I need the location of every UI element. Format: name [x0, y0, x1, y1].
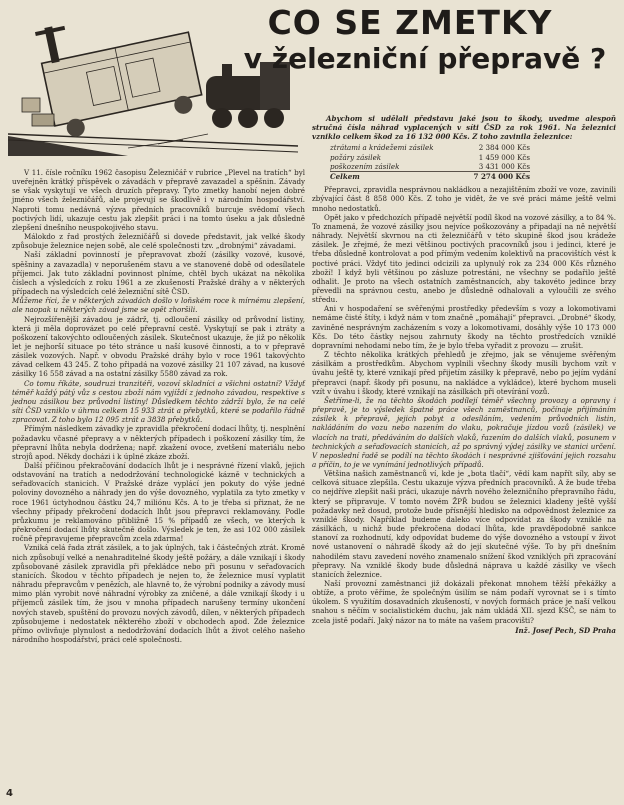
paragraph: Přímým následkem závadky je zpravidla překročení dodací lhůty, tj. nesplnění požadavku včasné přepravy a v některých případech i poškození zásilky tím, že přepravní lhůta nebyla dodržena; např. zkažení ovoce, zvetšení materiálu nebo strojů apod. Někdy docházi i k úplné zkáze zboží.: [12, 424, 305, 461]
paragraph: V 11. čísle ročníku 1962 časopisu Železničář v rubrice „Plevel na tratích“ byl uveřejněn krátký příspěvek o závadách v přepravě zavazadel a spěšnin. Závady se však vyskytují ve všech druzích přepravy. Tyto zmetky hanobí nejen dobré jméno všech železničářů, ale projevují se škodlivě i v národním hospodářství. Naproti tomu nedávná výzva předních pracovníků burcuje svědomí všech poctivých lidí, ukazuje cestu jak zlepšit práci i na tomto úseku a jak důsledně zlepšení dnešního neuspokojivého stavu.: [12, 168, 305, 232]
article-title: [200, 4, 620, 76]
table-value: 1 459 000 Kčs: [478, 152, 530, 162]
right-column: [312, 114, 616, 635]
paragraph-emphasis: Můžeme říci, že v některých závadách došlo v loňském roce k mírnému zlepšení, ale naopak u některých závad jsme se opět zhoršili.: [12, 296, 305, 315]
table-row: [330, 153, 530, 162]
paragraph: Přepravci, zpravidla nesprávnou nakládkou a nezajištěním zboží ve voze, zavinili zbývající část 8 858 000 Kčs. Z toho je vidět, že ve své práci máme ještě velmi mnoho nedostatků.: [312, 185, 616, 213]
table-value: 7 274 000 Kčs: [473, 172, 530, 182]
author-signature: Inž. Josef Pech, SD Praha: [515, 625, 616, 635]
paragraph-emphasis: Co tomu říkáte, soudruzi tranzitéři, vozoví skladníci a všichni ostatní? Vždyť téměř každý pátý vůz s cestou zboží nám vyjíždí z jednoho závadou, respektive s jednou zásilkou bez průvodní listiny! Důsledkem těchto zádrží bylo, že na celé síti ČSD vzniklo v úhrnu celkem 15 933 ztrát a přebytků, které se podařilo řádně zpracovat. Z toho bylo 12 095 ztrát a 3838 přebytků.: [12, 378, 305, 425]
table-label: ztrátami a krádežemi zásilek: [330, 143, 434, 153]
paragraph-emphasis: Šetříme-li, že na těchto škodách podílejí téměř všechny provozy a opravny i přepravě, je to výsledek špatné práce všech zaměstnanců, počínaje přijímáním zásilek k přepravě, jejich pobyt a odesíláním, vedením průvodních listin, nakládáním do vozu nebo nazením do vlaku, pokračuje jízdou vozů (zásilek) ve vlacích na trati, předáváním do dalších vlaků, řazením do dalších vlaků, posunem v technických a seřaďovacích stanicích, až po správný výdej zásilky ve stanici určení. V neposlední řadě se podílí na těchto škodách i nesprávné zjišťování jejich rozsahu a příčin, to je ve vynímání jednotlivých případů.: [312, 395, 616, 469]
paragraph: Ani v hospodaření se svěřenými prostředky především s vozy a lokomotivami nemáme čisté štíty, i když nám v tom značně „pomáhají“ přepravci. „Drobné“ škody, zaviněné nesprávným zacházením s vozy a lokomotivami, dosáhly výše 10 173 000 Kčs. Do této částky nejsou zahrnuty škody na těchto prostředcích vzniklé dopravními nehodami nebo tím, že je bylo třeba vyřadit z provozu — zrušit.: [312, 304, 616, 350]
paragraph: Naší provozní zaměstnanci již dokázali překonat mnohem těžší překážky a obtíže, a proto věříme, že společným úsilím se nám podaří vyrovnat se i s tímto úkolem. S využitím dosavadních zkušeností, v nových formách práce je naší velkou snahou s něčím v socialistickém duchu, jak nám ukládá XII. sjezd KSČ, se nám to zcela jistě podaří. Jaký názor na to máte na vašem pracovišti?: [312, 579, 616, 625]
table-label: Celkem: [330, 172, 360, 182]
paragraph: Opět jako v předchozích případě největší podíl škod na vozové zásilky, a to 84 %. To znamená, že vozové zásilky jsou nejvíce poškozovány a připadají na ně největší náhrady. Největší skvrnou na cti železničářů v této skupině škod jsou krádeže zásilek. Je zřejmé, že mezi většinou poctivých pracovníků jsou i jedinci, které je třeba důsledně kontrolovat a pod přímým vedením kolektivů na pracovištích vést k poctivé práci. Vždyť tito jedinci odcizili za uplynulý rok za 234 000 Kčs různého zboží! I když byli většinou po zásluze potrestáni, ne všechny se podařilo ještě odhalit. Je proto na všech ostatních zaměstnancích, aby takovéto jedince brzy převedli na správnou cestu, anebo je důsledně odhalovali a vyloučili ze svého středu.: [312, 212, 616, 305]
table-total-row: [330, 172, 530, 182]
page-number: 4: [6, 788, 13, 799]
damages-table: [330, 143, 530, 181]
paragraph: Naší základní povinností je přepravovat zboží (zásilky vozové, kusové, spěšniny a zavazadla) v neporušeném stavu a ve stanovené době od odesílatele příjemci. Jak tuto základní povinnost plníme, chtěl bych ukázat na několika číslech a výsledcích z roku 1961 a ze zkušeností Pražské dráhy a v některých případech na výsledcích celé železniční sítě ČSD.: [12, 250, 305, 297]
title-line-2: v železniční přepravě ?: [243, 42, 607, 75]
table-value: 3 431 000 Kčs: [459, 162, 530, 172]
intro-paragraph: Abychom si udělali představu jaké jsou to škody, uvedme alespoň stručná čísla náhrad vyplacených v síti ČSD za rok 1961. Na železnici vzniklo celkem škod za 16 132 000 Kčs. Z toho zavinila železnice:: [312, 114, 616, 142]
left-column: [12, 168, 305, 644]
paragraph: Z těchto několika krátkých přehledů je zřejmo, jak se věnujeme svěřeným zásilkám a prostředkům. Abychom vyplnili všechny škody musíli bychom vzít v úvahu ještě ty, které vznikají před přijetím zásilky k přepravě, nebo po jejím vydání přepravci (např. škody při posunu, na nakládce a vykládce), které bychom museli vzít v úvahu i škody, které vznikají na zásilkách při otevírání vozů.: [312, 350, 616, 396]
title-line-1: CO SE ZMETKY: [267, 3, 553, 42]
table-label: požáry zásilek: [330, 152, 382, 162]
table-row: [330, 162, 530, 172]
table-row: [330, 143, 530, 152]
paragraph: Málokdo z řad prostých železničářů si dovede představit, jak velké škody způsobuje železnice nejen sobě, ale celé společnosti tzv. „drobnými“ závadami.: [12, 232, 305, 251]
table-label: poškozením zásilek: [330, 162, 459, 172]
paragraph: Další příčinou překračování dodacích lhůt je i nesprávné řízení vlaků, jejich odstavování na tratích a nedodržování technologické kázně v technických a seřaďovacích stanicích. V Pražské dráze vyplácí jen pokuty do výše jedné poloviny dovozného a náhrady jen do výše dovozného, vyplatila za tyto zmetky v roce 1961 úctyhodnou částku 24,7 miliónu Kčs. A to je třeba si přiznat, že ne všechny případy překročení dodacích lhůt jsou přepravci reklamovány. Podle průzkumu je reklamováno přibližně 15 % případů ze všech, ve kterých k překročení dodací lhůty skutečně došlo. Výsledek je ten, že asi 102 000 zásilek ročně přepravujeme přepravcům zcela zdarma!: [12, 461, 305, 544]
paragraph: Nejrozšířenější závadou je zádrž, tj. odloučení zásilky od průvodní listiny, která ji měla doprovázet po celé přepravní cestě. Vyskytují se pak i ztráty a poškození takovýchto odloučených zásilek. Skutečnost ukazuje, že již po několik let je nejhorší situace po této stránce u naší kusové činnosti, a to v přepravě zásilek vozových. Např. v obvodu Pražské dráhy bylo v roce 1961 takovýchto závad celkem 43 245. Z toho připadá na vozové zásilky 21 107 závad, na kusové zásilky 16 558 závad a na ostatní zásilky 5580 závad za rok.: [12, 314, 305, 379]
paragraph: Většina našich zaměstnanců ví, kde je „bota tlačí“, vědí kam napřít síly, aby se celková situace zlepšila. Cestu ukazuje výzva předních pracovníků. A že bude třeba co nejdříve zlepšit naši práci, ukazuje návrh nového železničního přepravního řádu, který se připravuje. V tomto novém ŽPŘ budou se železnici kladeny ještě vyšší požadavky než dosud, protože bude přísnější hledisko na odpovědnost železnice za vzniklé škody. Například budeme daleko více odpovídat za škody vzniklé na zásilkách, u nichž bude překročena dodací lhůta, kde pravděpodobně sankce stanoví za rozhodnutí, kdy odpovídat budeme do výše dovozného a vstoupí v život nové ustanovení o náhradě škody až do její skutečné výše. To by při dnešním nahodilém stavu zavedení nového znamenalo snížení škod vzniklých při zpracování přepravy. Na vzniklé škody bude důsledná náprava u každé zásilky ve všech stanicích železnice.: [312, 469, 616, 579]
paragraph: Vzniká celá řada ztrát zásilek, a to jak úplných, tak i částečných ztrát. Kromě nich způsobují velké a nenahraditelné škody ještě požáry, a dále vznikají i škody způsobované zásilek zpravidla při překládce nebo při posunu v seřaďovacích stanicích. Škodou v těchto případech je nejen to, že železnice musí vyplatit náhradu přepravcům v penězích, ale hlavně to, že výrobní podniky a závody musí mimo plán vyrobit nové náhradní výrobky za zničené, a dále vznikají škody i u příjemců zásilek tím, že jsou v mnoha případech narušeny termíny ukončení nových staveb, spuštění do provozu nových závodů, dílen, v některých případech způsobujeme i nedostatek některého zboží v obchodech apod. Zde železnice přímo ovlivňuje plynulost a nedodržování dodacích lhůt a život celého našeho národního hospodářství, práci celé společnosti.: [12, 543, 305, 644]
table-value: 2 384 000 Kčs: [478, 143, 530, 153]
